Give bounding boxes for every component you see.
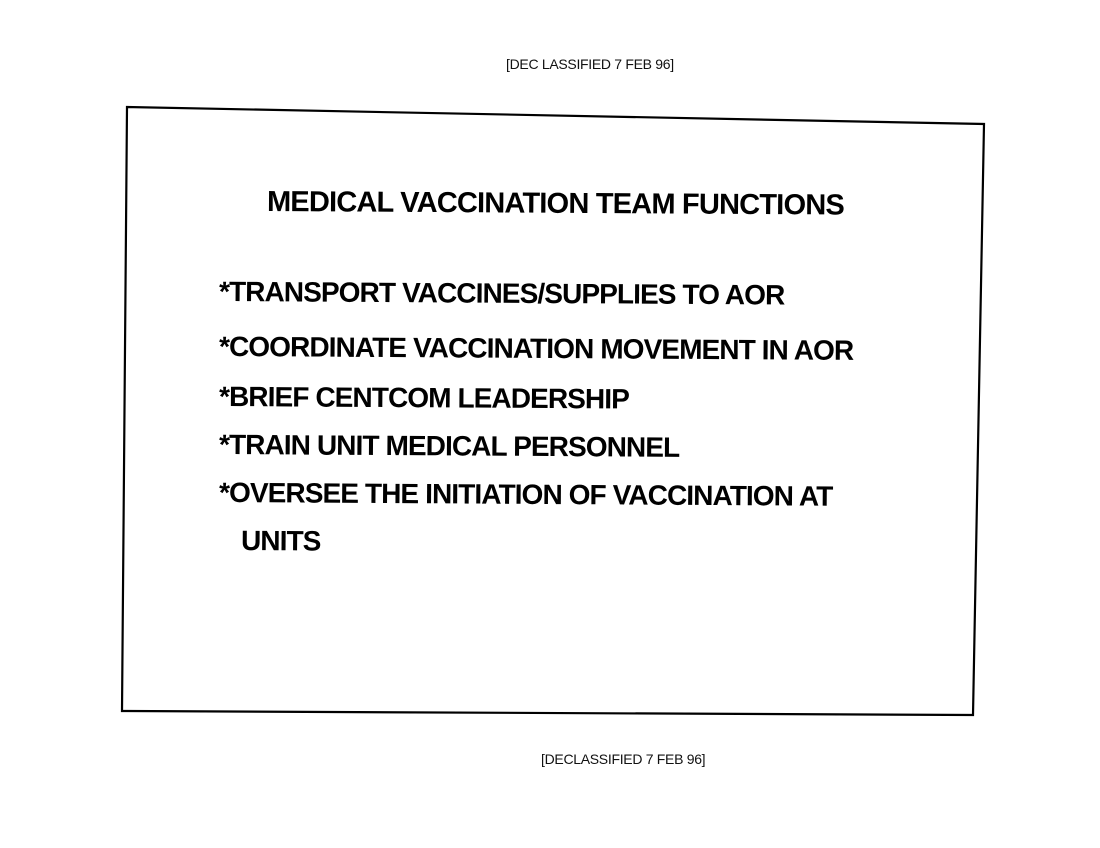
declassified-stamp-bottom: [DECLASSIFIED 7 FEB 96] bbox=[541, 751, 706, 767]
function-item-transport: *TRANSPORT VACCINES/SUPPLIES TO AOR bbox=[218, 276, 785, 311]
function-item-oversee-continuation: UNITS bbox=[240, 525, 321, 557]
function-item-brief: *BRIEF CENTCOM LEADERSHIP bbox=[218, 381, 630, 415]
function-item-oversee: *OVERSEE THE INITIATION OF VACCINATION AT bbox=[218, 477, 833, 512]
slide-title: MEDICAL VACCINATION TEAM FUNCTIONS bbox=[266, 186, 845, 222]
function-item-coordinate: *COORDINATE VACCINATION MOVEMENT IN AOR bbox=[218, 331, 854, 366]
function-item-train: *TRAIN UNIT MEDICAL PERSONNEL bbox=[218, 429, 680, 463]
declassified-stamp-top: [DEC LASSIFIED 7 FEB 96] bbox=[506, 56, 674, 72]
